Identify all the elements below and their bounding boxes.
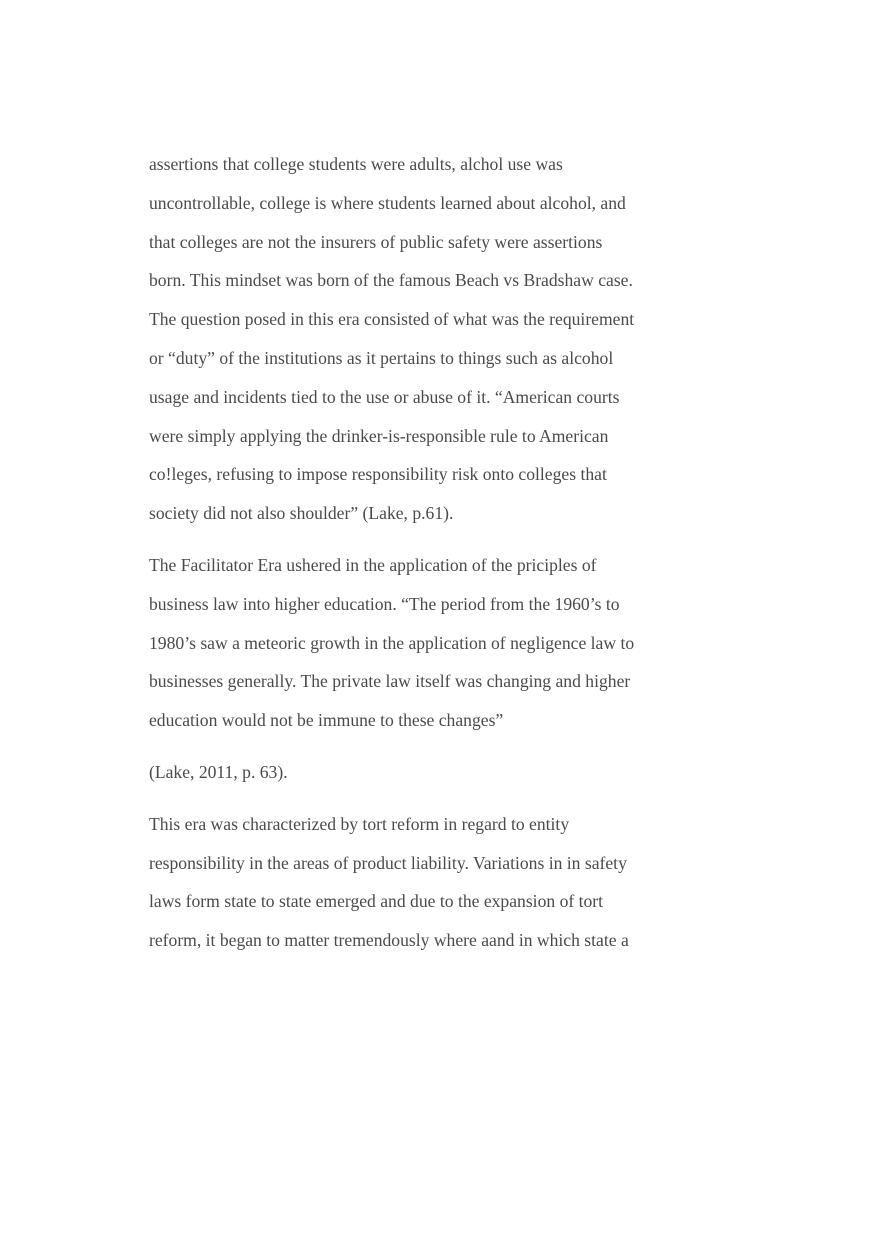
text-line: usage and incidents tied to the use or abuse of it. “American courts	[149, 386, 620, 407]
text-line: reform, it began to matter tremendously where aand in which state a	[149, 930, 629, 951]
text-line: that colleges are not the insurers of public safety were assertions	[149, 231, 603, 252]
text-line: This era was characterized by tort reform in regard to entity	[149, 813, 570, 834]
text-line: responsibility in the areas of product liability. Variations in in safety	[149, 852, 627, 873]
text-line: or “duty” of the institutions as it pertains to things such as alcohol	[149, 347, 614, 368]
text-line: assertions that college students were adults, alchol use was	[149, 154, 563, 174]
text-line: education would not be immune to these changes”	[149, 710, 504, 731]
text-line: society did not also shoulder” (Lake, p.61).	[149, 503, 454, 524]
text-line: born. This mindset was born of the famous Beach vs Bradshaw case.	[149, 270, 633, 291]
paragraph-4	[149, 805, 709, 960]
text-line: laws form state to state emerged and due to the expansion of tort	[149, 891, 604, 912]
text-line: uncontrollable, college is where students learned about alcohol, and	[149, 192, 626, 213]
text-line: (Lake, 2011, p. 63).	[149, 761, 288, 782]
paragraph-2	[149, 546, 709, 740]
body-text	[149, 145, 709, 973]
paragraph-1	[149, 145, 709, 533]
text-line: The Facilitator Era ushered in the application of the priciples of	[149, 554, 597, 575]
citation-paragraph	[149, 753, 709, 792]
text-line: 1980’s saw a meteoric growth in the application of negligence law to	[149, 632, 635, 653]
text-line: businesses generally. The private law itself was changing and higher	[149, 671, 631, 692]
text-line: The question posed in this era consisted of what was the requirement	[149, 309, 635, 330]
text-line: co!leges, refusing to impose responsibility risk onto colleges that	[149, 464, 607, 485]
text-line: business law into higher education. “The period from the 1960’s to	[149, 593, 620, 614]
text-line: were simply applying the drinker-is-responsible rule to American	[149, 425, 609, 446]
